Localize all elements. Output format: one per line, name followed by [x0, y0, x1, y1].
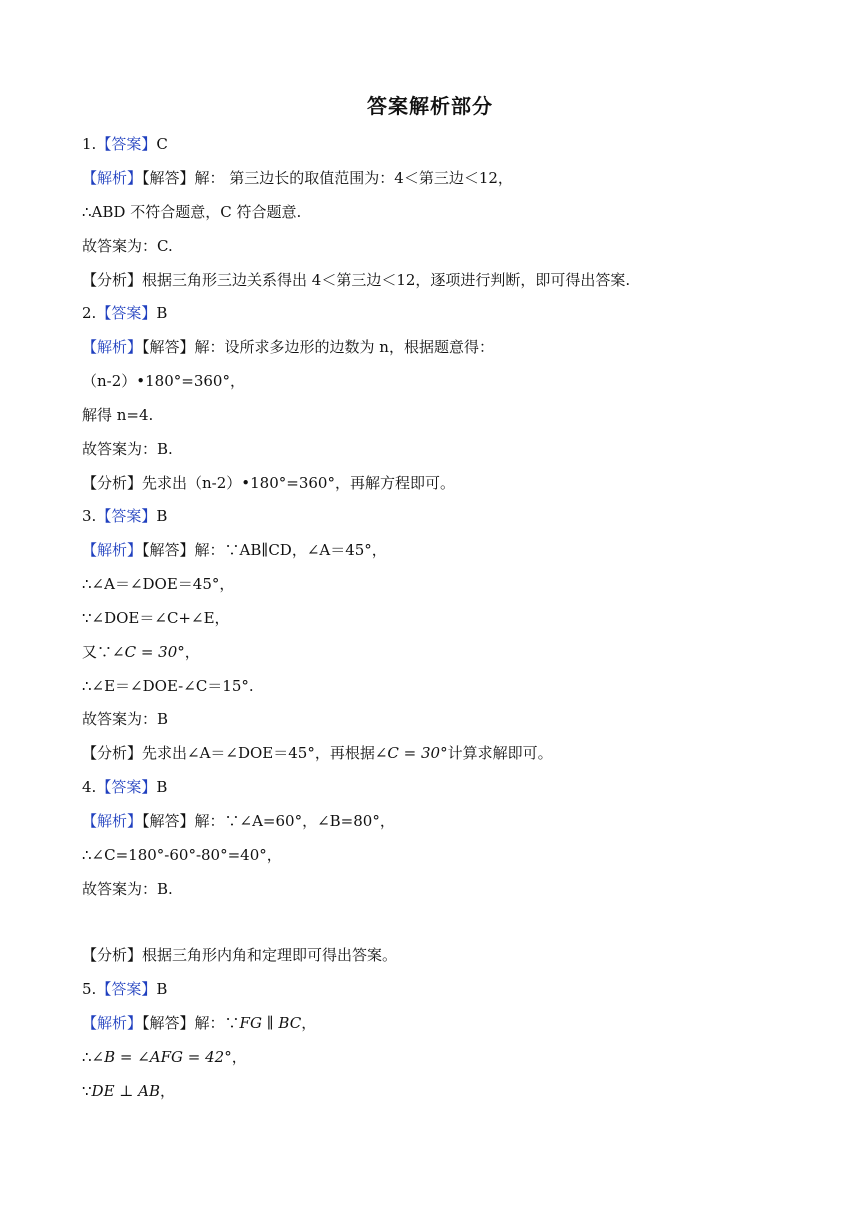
- q5-answer-line: [82, 979, 167, 999]
- q5-answer: B: [156, 980, 168, 998]
- q1-solution-line: [82, 168, 513, 188]
- analysis-label: 【解析】: [82, 541, 143, 559]
- q2-line4: 故答案为：B.: [82, 440, 173, 458]
- q4-number: 4.: [82, 778, 97, 796]
- analysis-label: 【解析】: [82, 1014, 143, 1032]
- q3-summary-prefix: 先求出∠A＝∠DOE＝45°，再根据: [142, 744, 375, 762]
- q4-line3: 故答案为：B.: [82, 880, 173, 898]
- q5-line2-math: ∠B = ∠AFG = 42°: [91, 1048, 232, 1066]
- q1-answer-line: [82, 134, 168, 154]
- q1-answer: C: [156, 135, 168, 153]
- q4-summary-line: [82, 945, 397, 965]
- q3-solution-line: [82, 540, 387, 560]
- summary-label: 【分析】: [82, 946, 143, 964]
- answer-label: 【答案】: [96, 304, 157, 322]
- page-title: 答案解析部分: [367, 94, 493, 118]
- q5-line2-prefix: ∴: [82, 1048, 92, 1066]
- q2-answer-line: [82, 303, 167, 323]
- q2-line3: 解得 n=4.: [82, 406, 154, 424]
- q3-solution-text: 解：∵AB∥CD，∠A＝45°，: [194, 541, 387, 559]
- q3-line4-prefix: 又∵: [82, 643, 113, 661]
- q1-line3: 故答案为：C.: [82, 237, 173, 255]
- q5-solution-math: FG ∥ BC: [239, 1014, 302, 1032]
- answer-label: 【答案】: [96, 778, 157, 796]
- q2-summary-line: [82, 473, 455, 493]
- q2-solution-text: 解：设所求多边形的边数为 n，根据题意得：: [194, 338, 494, 356]
- q3-line2: ∴∠A＝∠DOE＝45°，: [82, 575, 235, 593]
- q5-line2-suffix: ，: [231, 1048, 247, 1066]
- q5-number: 5.: [82, 980, 97, 998]
- q4-answer: B: [156, 778, 168, 796]
- q1-line2: ∴ABD 不符合题意，C 符合题意.: [82, 203, 302, 221]
- q5-line3-math: DE ⊥ AB: [91, 1082, 161, 1100]
- q5-line3: [82, 1081, 175, 1101]
- q3-line5: ∴∠E＝∠DOE-∠C＝15°.: [82, 677, 254, 695]
- answer-label: 【答案】: [96, 135, 157, 153]
- analysis-label: 【解析】: [82, 812, 143, 830]
- answer-label: 【答案】: [96, 980, 157, 998]
- q3-line4-suffix: ，: [184, 643, 200, 661]
- q5-solution-suffix: ，: [301, 1014, 317, 1032]
- q3-line3: ∵∠DOE＝∠C+∠E，: [82, 609, 230, 627]
- q4-solution-text: 解：∵∠A=60°，∠B=80°，: [194, 812, 395, 830]
- q3-answer: B: [156, 507, 168, 525]
- q4-summary: 根据三角形内角和定理即可得出答案。: [142, 946, 398, 964]
- q1-number: 1.: [82, 135, 97, 153]
- q2-number: 2.: [82, 304, 97, 322]
- solution-label: 【解答】: [142, 812, 195, 830]
- q1-summary-line: [82, 270, 630, 290]
- q3-line6: 故答案为：B: [82, 710, 169, 728]
- q3-answer-line: [82, 506, 167, 526]
- q3-summary-math: ∠C = 30°: [374, 744, 448, 762]
- q2-answer: B: [156, 304, 168, 322]
- q3-line4-math: ∠C = 30°: [112, 643, 185, 661]
- q4-line2: ∴∠C=180°-60°-80°=40°，: [82, 846, 282, 864]
- solution-label: 【解答】: [142, 1014, 195, 1032]
- summary-label: 【分析】: [82, 271, 143, 289]
- q1-solution-text: 解： 第三边长的取值范围为：4＜第三边＜12，: [194, 169, 513, 187]
- q4-solution-line: [82, 811, 395, 831]
- solution-label: 【解答】: [142, 338, 195, 356]
- q2-summary: 先求出（n-2）•180°=360°，再解方程即可。: [142, 474, 455, 492]
- summary-label: 【分析】: [82, 474, 143, 492]
- q2-solution-line: [82, 337, 494, 357]
- solution-label: 【解答】: [142, 541, 195, 559]
- q2-line2: （n-2）•180°=360°，: [82, 372, 245, 390]
- q1-summary: 根据三角形三边关系得出 4＜第三边＜12，逐项进行判断，即可得出答案.: [142, 271, 631, 289]
- summary-label: 【分析】: [82, 744, 143, 762]
- solution-label: 【解答】: [142, 169, 195, 187]
- q3-number: 3.: [82, 507, 97, 525]
- q3-summary-line: [82, 743, 553, 763]
- answer-label: 【答案】: [96, 507, 157, 525]
- q5-line3-suffix: ，: [160, 1082, 176, 1100]
- q5-solution-line: [82, 1013, 316, 1033]
- analysis-label: 【解析】: [82, 169, 143, 187]
- q3-line4: [82, 642, 200, 662]
- analysis-label: 【解析】: [82, 338, 143, 356]
- q4-answer-line: [82, 777, 167, 797]
- q5-line2: [82, 1047, 247, 1067]
- q3-summary-suffix: 计算求解即可。: [447, 744, 553, 762]
- q5-solution-prefix: 解：∵: [194, 1014, 240, 1032]
- q5-line3-prefix: ∵: [82, 1082, 92, 1100]
